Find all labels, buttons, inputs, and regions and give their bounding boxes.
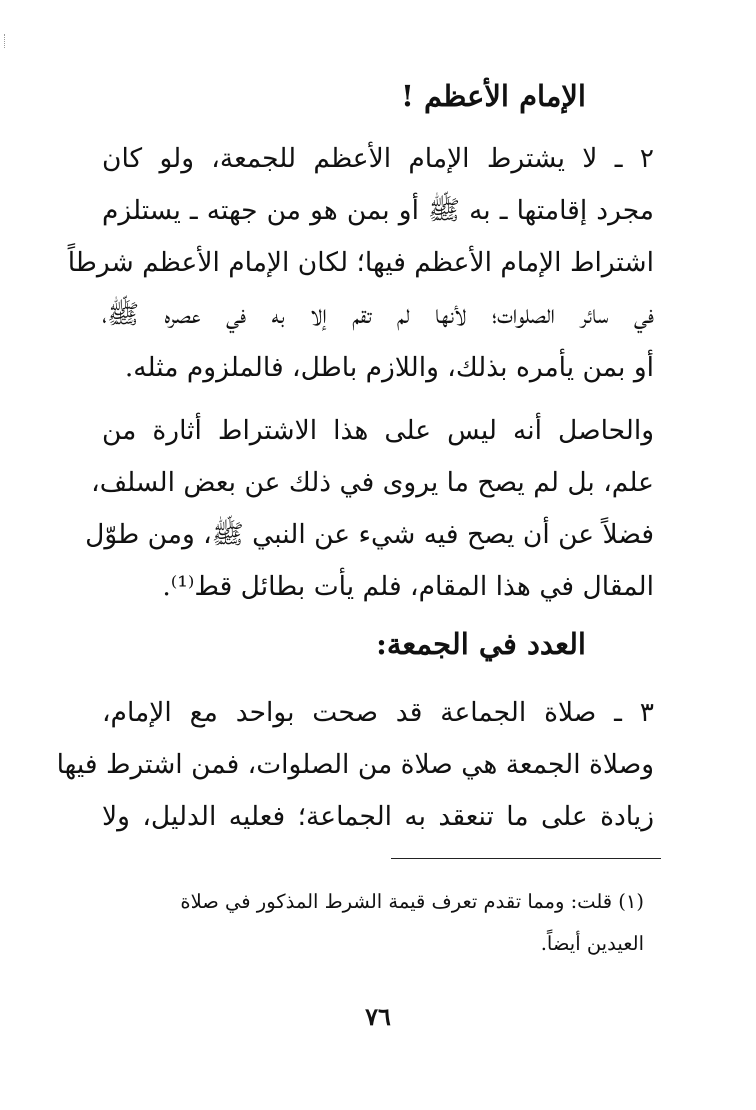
paragraph-2-line-5: أو بمن يأمره بذلك، واللازم باطل، فالملزوم مثله. (124, 352, 654, 383)
page-edge-mark (4, 34, 8, 48)
summary-paragraph-line-1: والحاصل أنه ليس على هذا الاشتراط أثارة من (102, 415, 654, 446)
paragraph-3-line-1: ٣ ـ صلاة الجماعة قد صحت بواحد مع الإمام، (102, 697, 654, 728)
summary-paragraph-line-3: فضلاً عن أن يصح فيه شيء عن النبي ﷺ، ومن طوّل (85, 519, 654, 550)
section-heading-supreme-imam: الإمام الأعظم ! (401, 79, 586, 113)
paragraph-2-line-4: في سائر الصلوات؛ لأنها لم تقم إلا به في عصره ﷺ، (102, 299, 654, 330)
paragraph-2-line-2: مجرد إقامتها ـ به ﷺ أو بمن هو من جهته ـ يستلزم (102, 195, 654, 226)
page-number: ٧٦ (365, 1002, 391, 1031)
section-heading-friday-number: العدد في الجمعة: (376, 627, 586, 661)
summary-paragraph-line-4: المقال في هذا المقام، فلم يأت بطائل قط⁽¹⁾. (162, 571, 654, 602)
footnote-line-1: (١) قلت: ومما تقدم تعرف قيمة الشرط المذكور في صلاة (180, 890, 644, 913)
paragraph-2-line-3: اشتراط الإمام الأعظم فيها؛ لكان الإمام الأعظم شرطاً (67, 247, 654, 278)
paragraph-3-line-3: زيادة على ما تنعقد به الجماعة؛ فعليه الدليل، ولا (102, 801, 654, 832)
paragraph-2-line-1: ٢ ـ لا يشترط الإمام الأعظم للجمعة، ولو كان (102, 143, 654, 174)
footnote-separator (391, 858, 661, 859)
paragraph-3-line-2: وصلاة الجمعة هي صلاة من الصلوات، فمن اشترط فيها (56, 749, 654, 780)
footnote-line-2: العيدين أيضاً. (540, 932, 644, 955)
summary-paragraph-line-2: علم، بل لم يصح ما يروى في ذلك عن بعض السلف، (91, 467, 654, 498)
